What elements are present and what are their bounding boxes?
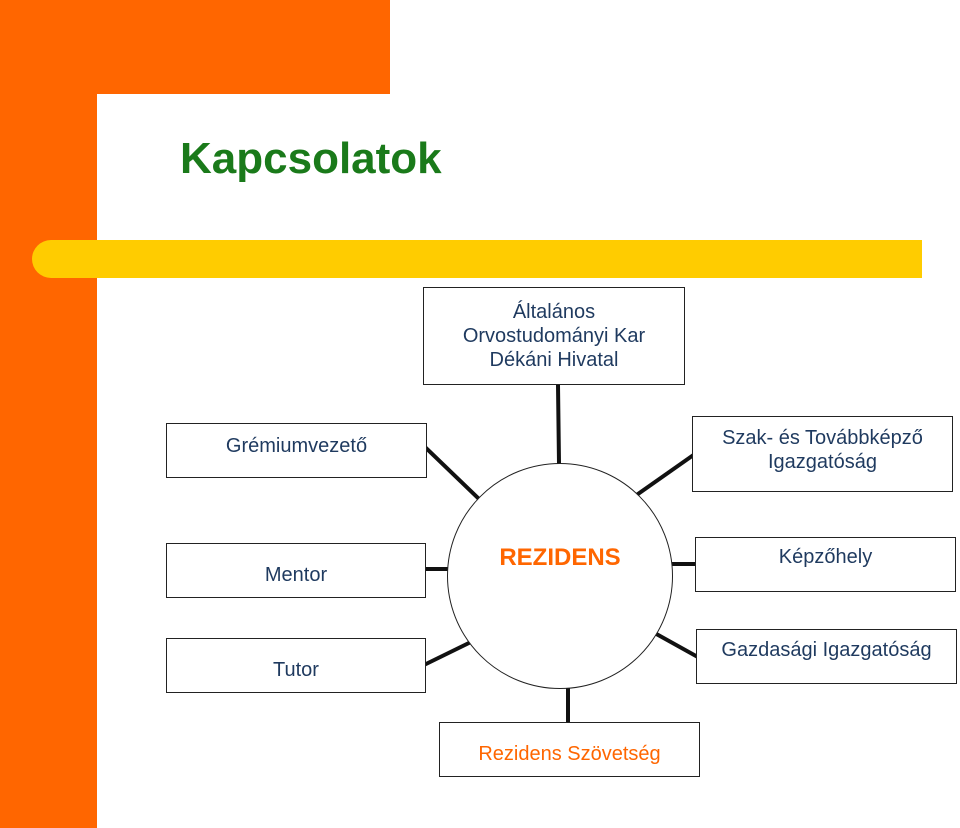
node-training-site: Képzőhely	[695, 537, 956, 592]
node-economic-directorate: Gazdasági Igazgatóság	[696, 629, 957, 684]
connector-economic-directorate	[651, 631, 696, 656]
connector-training-directorate	[638, 456, 692, 494]
connector-board-leader	[427, 449, 477, 497]
connector-dean-office	[558, 385, 559, 463]
slide-title: Kapcsolatok	[180, 134, 442, 183]
node-training-directorate: Szak- és Továbbképző Igazgatóság	[692, 416, 953, 492]
center-node-circle	[447, 463, 673, 689]
node-mentor: Mentor	[166, 543, 426, 598]
node-residents-association: Rezidens Szövetség	[439, 722, 700, 777]
node-tutor: Tutor	[166, 638, 426, 693]
node-board-leader: Grémiumvezető	[166, 423, 427, 478]
connector-tutor	[426, 640, 475, 664]
node-dean-office: Általános Orvostudományi Kar Dékáni Hivatal	[423, 287, 685, 385]
center-node-label: REZIDENS	[499, 544, 621, 571]
